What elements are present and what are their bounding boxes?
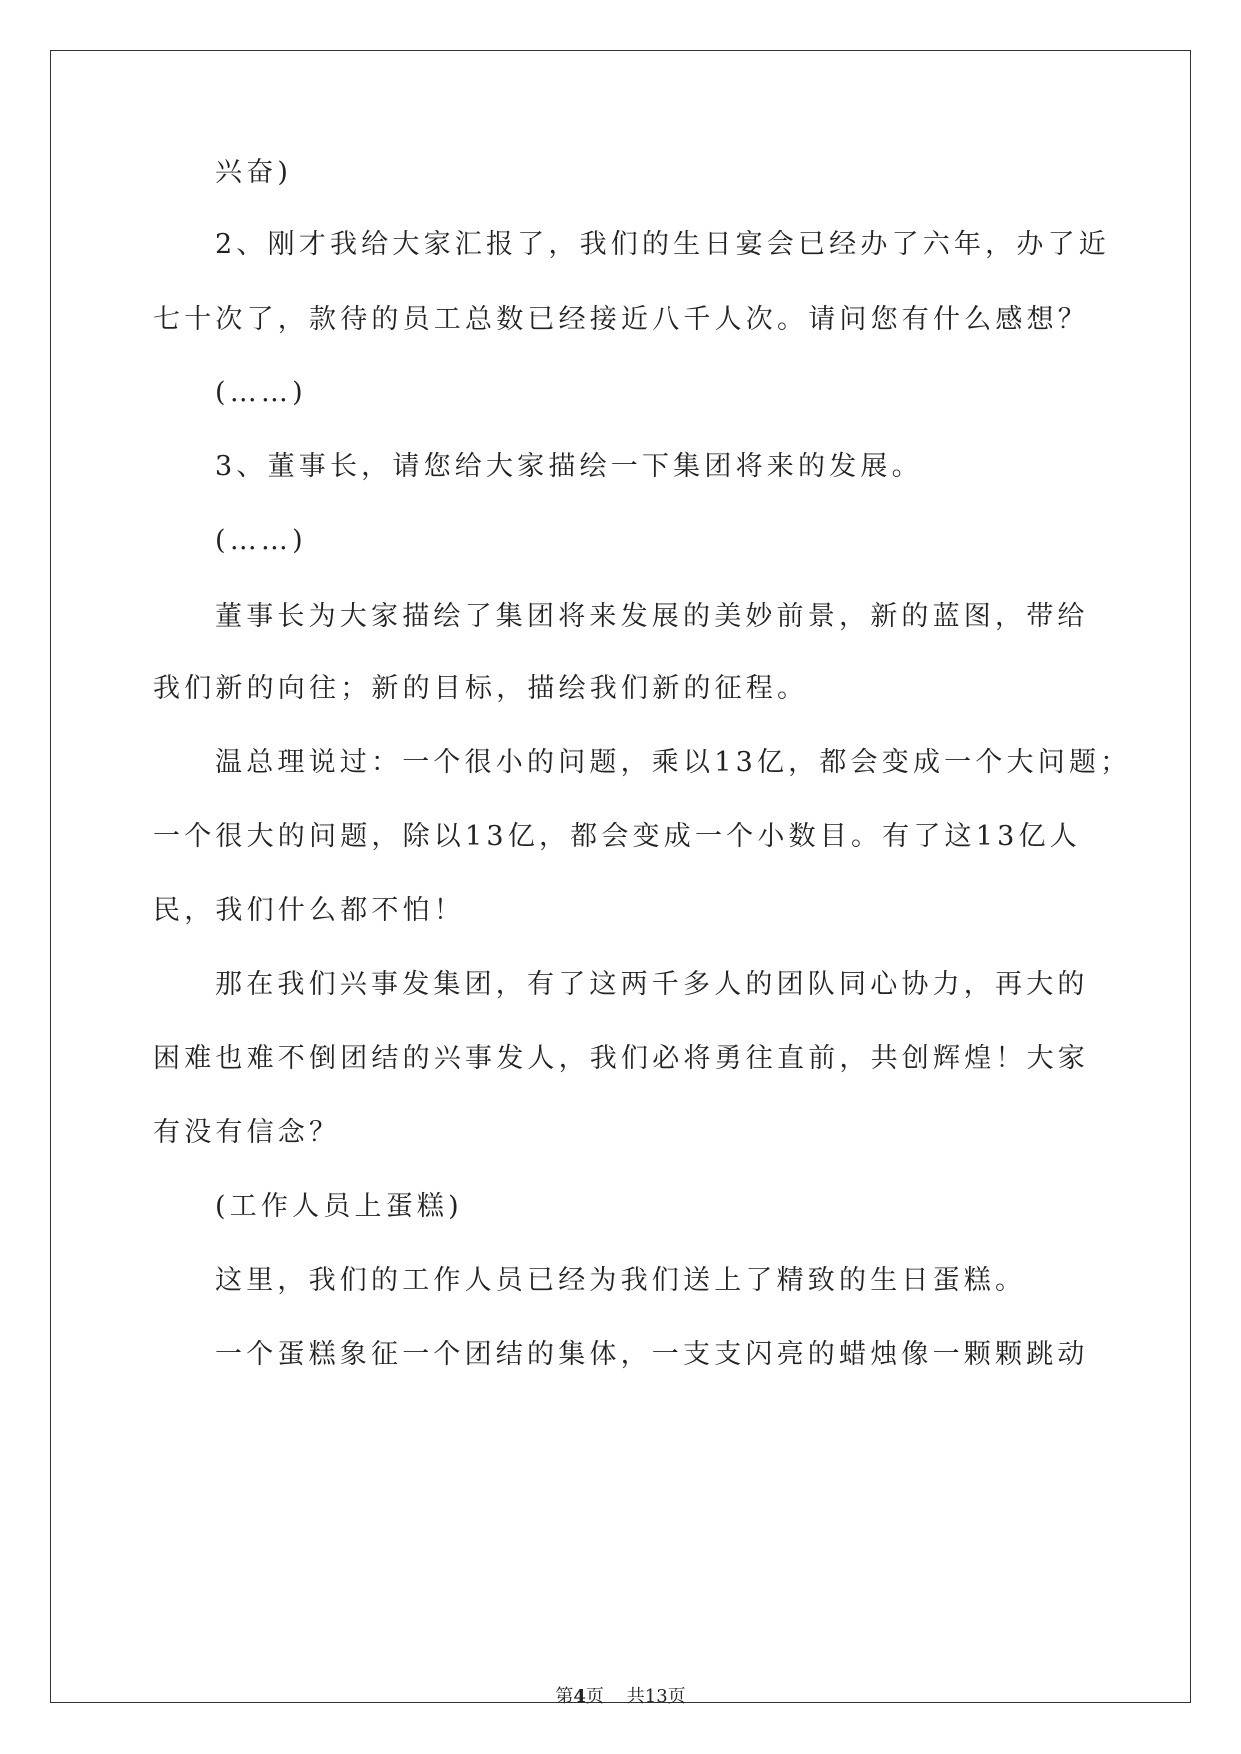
total-prefix: 共 bbox=[626, 1686, 645, 1707]
text-line: 七十次了，款待的员工总数已经接近八千人次。请问您有什么感想？ bbox=[153, 304, 1089, 335]
page-footer bbox=[0, 1686, 1241, 1708]
text-line: 一个很大的问题，除以13亿，都会变成一个小数目。有了这13亿人 bbox=[153, 821, 1081, 852]
text-line: 3、董事长，请您给大家描绘一下集团将来的发展。 bbox=[215, 451, 923, 482]
text-line: (……) bbox=[215, 377, 307, 408]
total-unit: 页 bbox=[667, 1686, 686, 1707]
text-line: 困难也难不倒团结的兴事发人，我们必将勇往直前，共创辉煌！大家 bbox=[153, 1043, 1089, 1074]
text-line: 民，我们什么都不怕！ bbox=[153, 895, 465, 926]
text-line: 董事长为大家描绘了集团将来发展的美妙前景，新的蓝图，带给 bbox=[215, 601, 1089, 632]
text-line: 一个蛋糕象征一个团结的集体，一支支闪亮的蜡烛像一颗颗跳动 bbox=[215, 1339, 1089, 1370]
page-border bbox=[50, 50, 1191, 1703]
text-line: (工作人员上蛋糕) bbox=[215, 1191, 463, 1222]
text-line: 兴奋) bbox=[215, 157, 293, 188]
text-line: 2、刚才我给大家汇报了，我们的生日宴会已经办了六年，办了近 bbox=[215, 229, 1110, 260]
text-line: 这里，我们的工作人员已经为我们送上了精致的生日蛋糕。 bbox=[215, 1265, 1027, 1296]
text-line: 我们新的向往；新的目标，描绘我们新的征程。 bbox=[153, 673, 809, 704]
text-line: 有没有信念？ bbox=[153, 1117, 341, 1148]
text-line: 温总理说过：一个很小的问题，乘以13亿，都会变成一个大问题； bbox=[215, 747, 1132, 778]
page-prefix: 第 bbox=[555, 1686, 574, 1707]
text-line: (……) bbox=[215, 525, 307, 556]
text-line: 那在我们兴事发集团，有了这两千多人的团队同心协力，再大的 bbox=[215, 969, 1089, 1000]
page-unit: 页 bbox=[585, 1686, 604, 1707]
page-total: 13 bbox=[644, 1686, 668, 1707]
page-current: 4 bbox=[573, 1686, 586, 1707]
